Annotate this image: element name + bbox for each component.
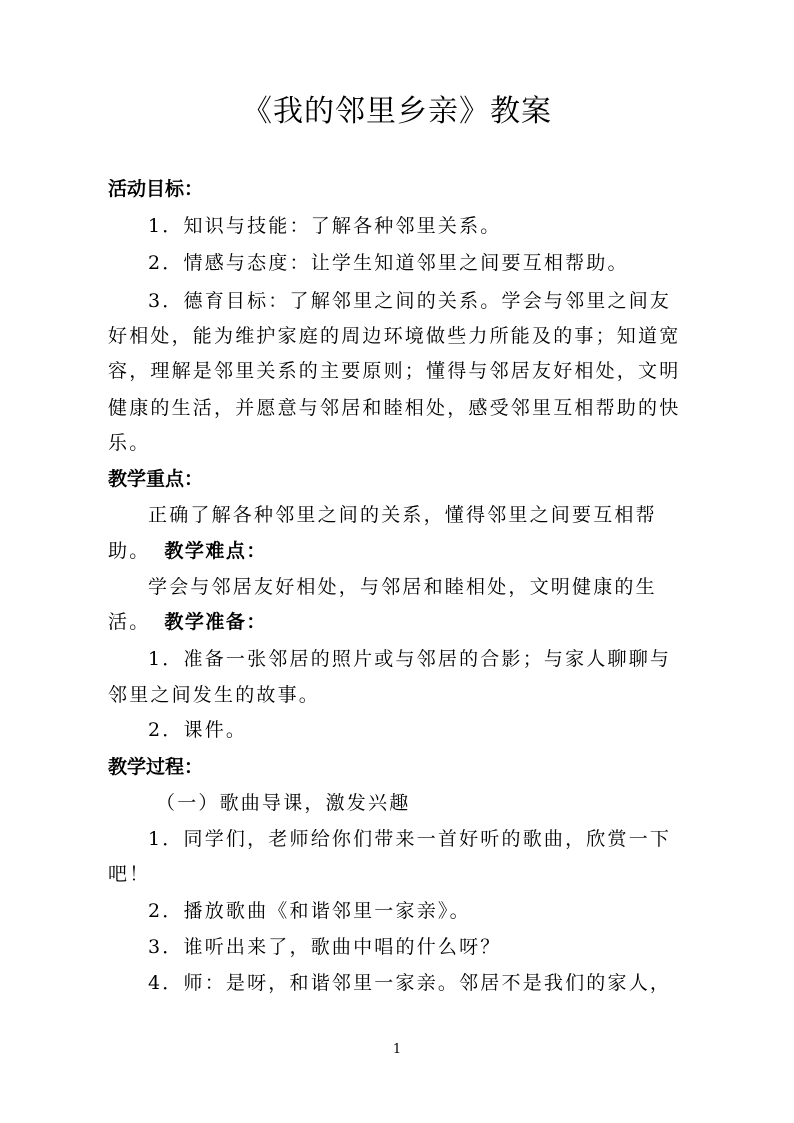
key-points-heading: 教学重点：: [108, 468, 204, 490]
preparation-item-1-line-1: 1．准备一张邻居的照片或与邻居的合影；与家人聊聊与: [148, 648, 672, 670]
document-title: 《我的邻里乡亲》教案: [242, 94, 552, 129]
preparation-heading: 教学准备：: [164, 611, 267, 633]
goals-item-moral-line-4: 健康的生活，并愿意与邻居和睦相处，感受邻里互相帮助的快: [108, 397, 681, 419]
difficulties-heading: 教学难点：: [164, 540, 267, 562]
difficulties-line-2: [108, 609, 267, 635]
key-points-line-2: [108, 538, 267, 564]
key-points-line-2-text: 助。: [108, 540, 151, 562]
goals-item-moral-line-2: 好相处，能为维护家庭的周边环境做些力所能及的事；知道宽: [108, 325, 681, 347]
goals-item-knowledge: 1．知识与技能：了解各种邻里关系。: [148, 215, 502, 237]
difficulties-line-1: 学会与邻居友好相处，与邻居和睦相处，文明健康的生: [148, 576, 657, 598]
page-number: 1: [392, 1042, 402, 1057]
goals-item-emotion: 2．情感与态度：让学生知道邻里之间要互相帮助。: [148, 252, 629, 274]
process-step-4: 4．师：是呀，和谐邻里一家亲。邻居不是我们的家人，: [148, 972, 672, 994]
goals-item-moral-line-5: 乐。: [108, 432, 151, 454]
difficulties-line-2-text: 活。: [108, 611, 151, 633]
process-subheading: （一）歌曲导课，激发兴趣: [156, 792, 411, 814]
goals-heading: 活动目标：: [108, 178, 204, 200]
process-step-3: 3．谁听出来了，歌曲中唱的什么呀？: [148, 936, 502, 958]
preparation-item-1-line-2: 邻里之间发生的故事。: [108, 684, 321, 706]
process-step-1-line-2: 吧！: [108, 863, 151, 885]
process-heading: 教学过程：: [108, 756, 204, 778]
preparation-item-2: 2．课件。: [148, 719, 248, 741]
process-step-1-line-1: 1．同学们，老师给你们带来一首好听的歌曲，欣赏一下: [148, 828, 672, 850]
goals-item-moral-line-1: 3．德育目标：了解邻里之间的关系。学会与邻里之间友: [148, 290, 672, 312]
process-step-2: 2．播放歌曲《和谐邻里一家亲》。: [148, 900, 471, 922]
goals-item-moral-line-3: 容，理解是邻里关系的主要原则；懂得与邻居友好相处，文明: [108, 360, 681, 382]
key-points-line-1: 正确了解各种邻里之间的关系，懂得邻里之间要互相帮: [148, 504, 657, 526]
